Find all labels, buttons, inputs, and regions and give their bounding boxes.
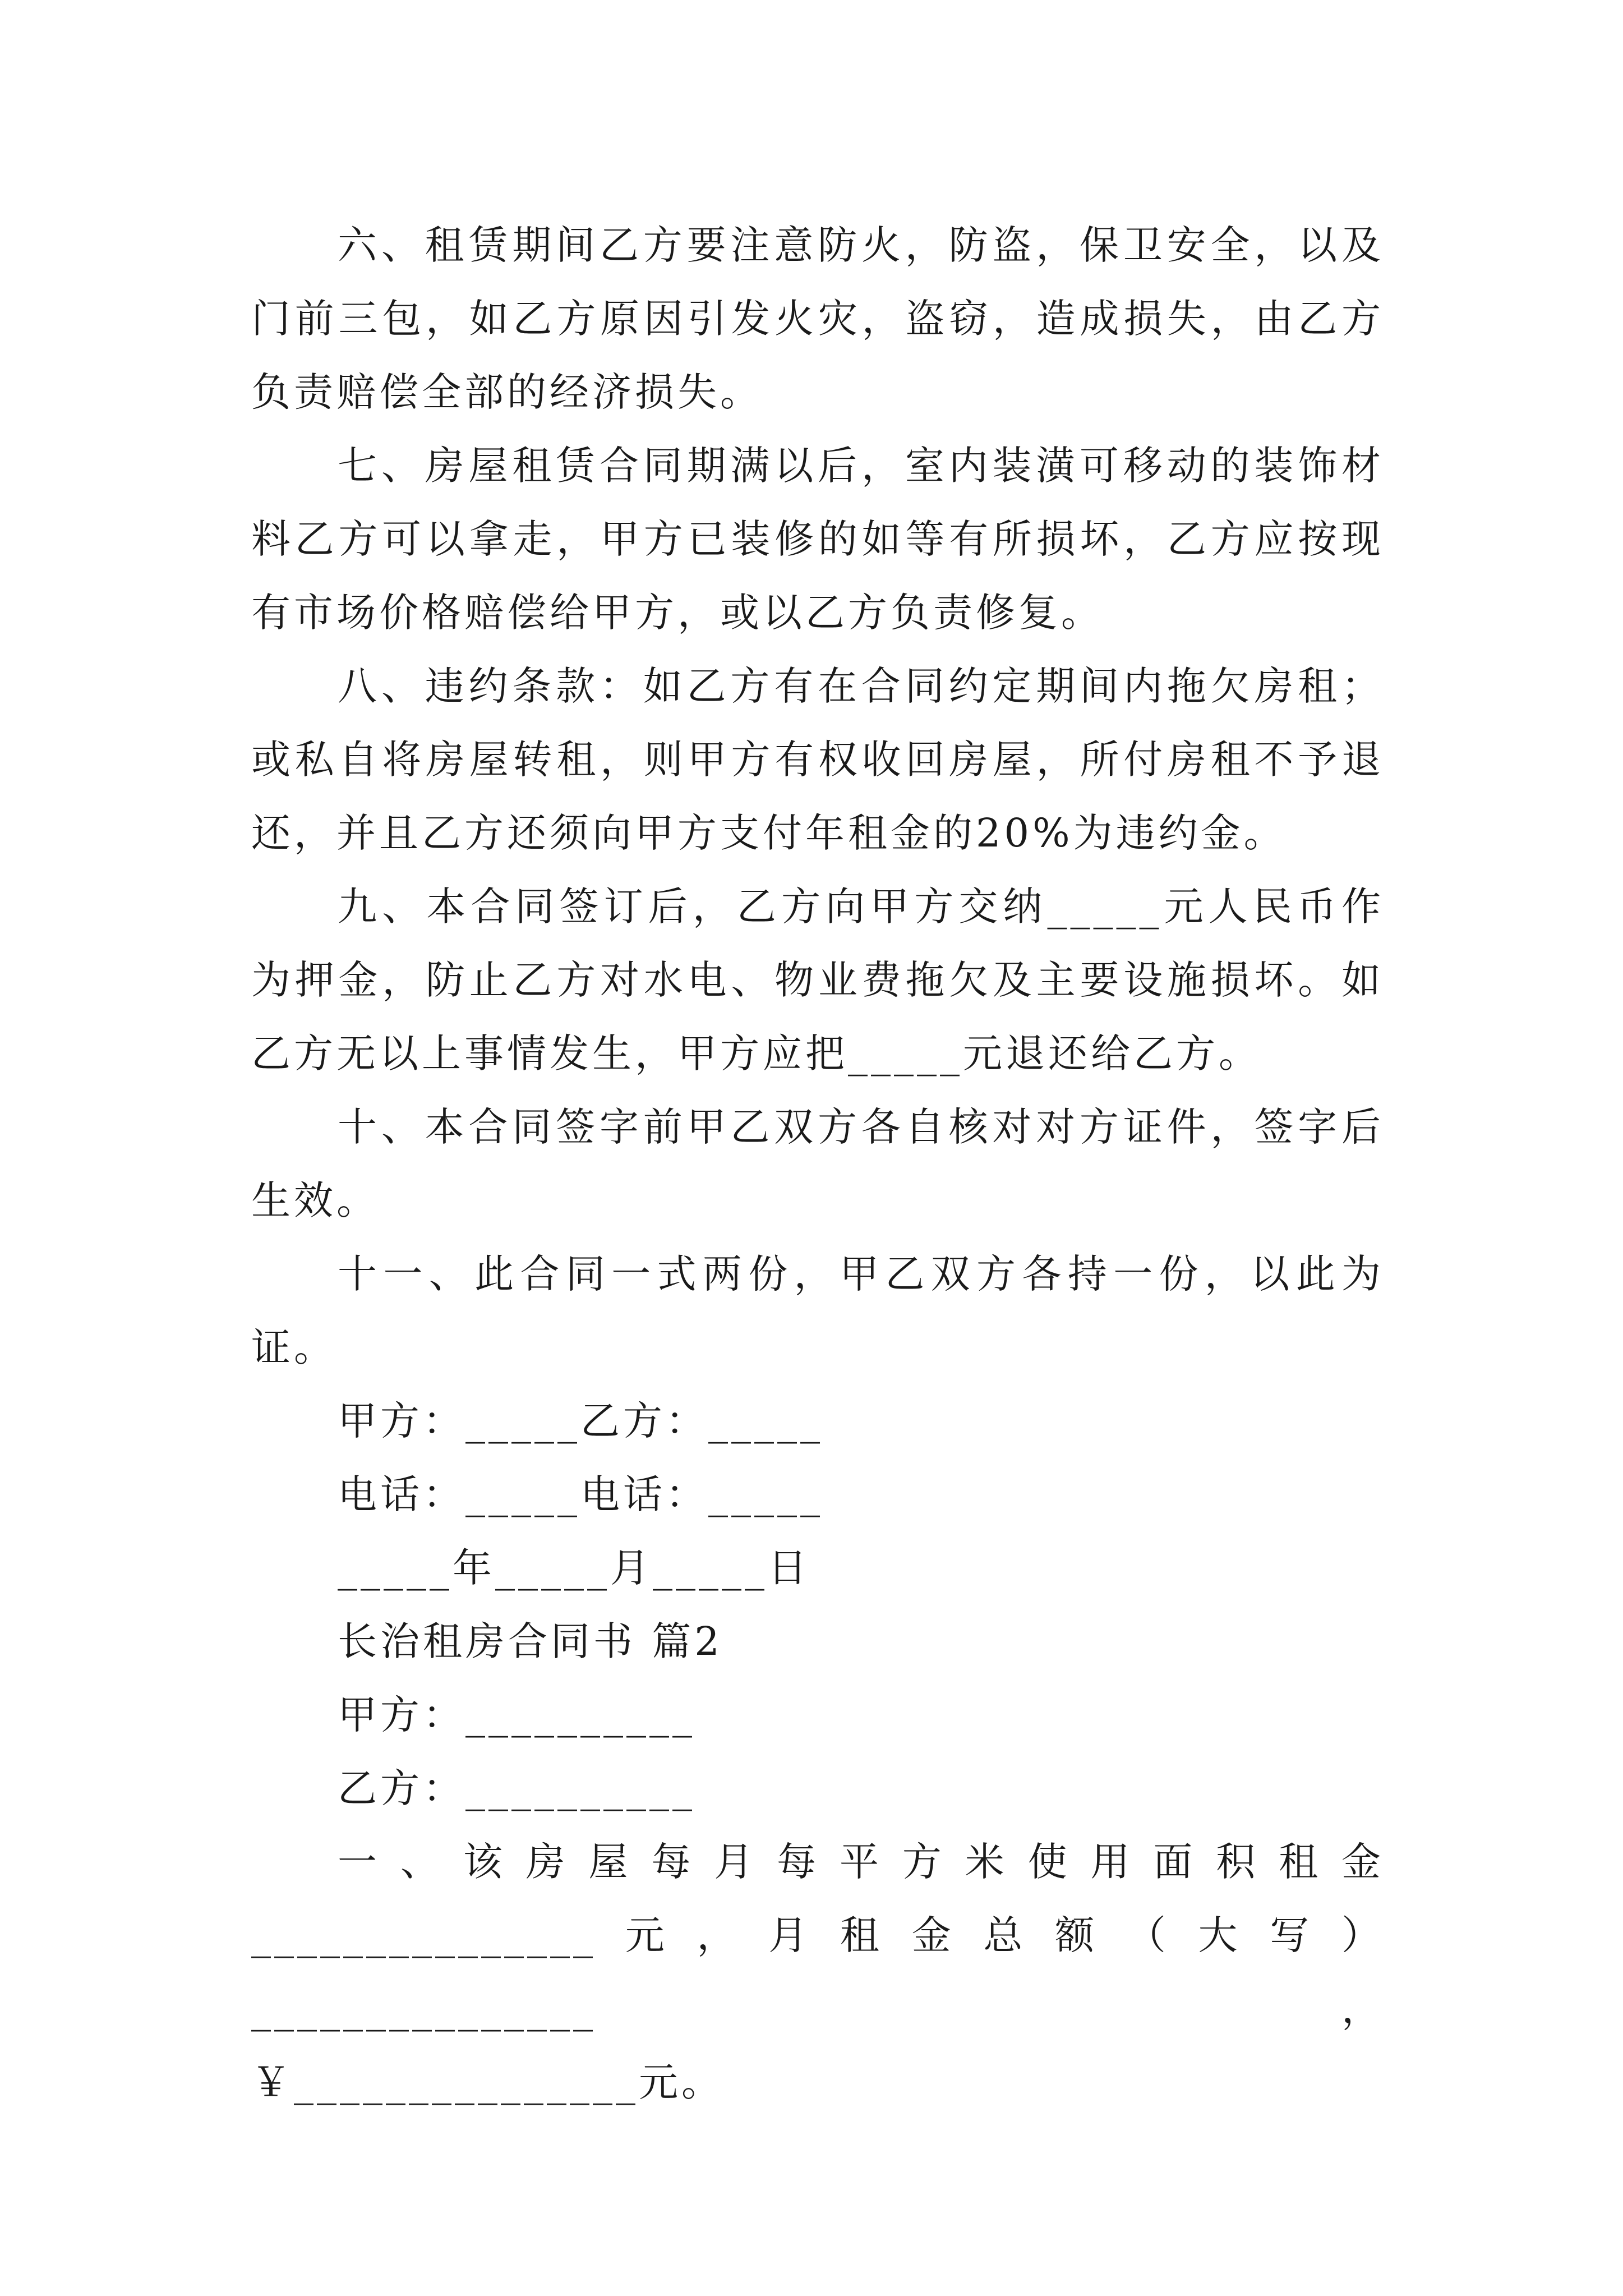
rent-clause: 一、该房屋每月每平方米使用面积租金_______________元，月租金总额（大写）_______________， xyxy=(251,1839,1384,2032)
clause-11: 十一、此合同一式两份，甲乙双方各持一份，以此为证。 xyxy=(251,1251,1384,1370)
signature-parties: 甲方：_____乙方：_____ xyxy=(338,1398,823,1444)
clause-10: 十、本合同签字前甲乙双方各自核对对方证件，签字后生效。 xyxy=(251,1104,1384,1223)
clause-7: 七、房屋租赁合同期满以后，室内装潢可移动的装饰材料乙方可以拿走，甲方已装修的如等有所损坏，乙方应按现有市场价格赔偿给甲方，或以乙方负责修复。 xyxy=(251,443,1384,636)
section-title: 长治租房合同书 篇2 xyxy=(338,1618,723,1664)
rent-clause-end: ￥_______________元。 xyxy=(251,2059,724,2105)
clause-6: 六、租赁期间乙方要注意防火，防盗，保卫安全，以及门前三包，如乙方原因引发火灾，盗窃，造成损失，由乙方负责赔偿全部的经济损失。 xyxy=(251,222,1384,415)
clause-8: 八、违约条款：如乙方有在合同约定期间内拖欠房租；或私自将房屋转租，则甲方有权收回房屋，所付房租不予退还，并且乙方还须向甲方支付年租金的20%为违约金。 xyxy=(251,663,1384,856)
clause-9: 九、本合同签订后，乙方向甲方交纳_____元人民币作为押金，防止乙方对水电、物业费拖欠及主要设施损坏。如乙方无以上事情发生，甲方应把_____元退还给乙方。 xyxy=(251,884,1384,1076)
document-body xyxy=(251,209,1384,2119)
signature-phones: 电话：_____电话：_____ xyxy=(338,1471,823,1517)
signature-date: _____年_____月_____日 xyxy=(338,1545,810,1591)
new-party-a: 甲方：__________ xyxy=(338,1692,695,1738)
new-party-b: 乙方：__________ xyxy=(338,1765,695,1811)
